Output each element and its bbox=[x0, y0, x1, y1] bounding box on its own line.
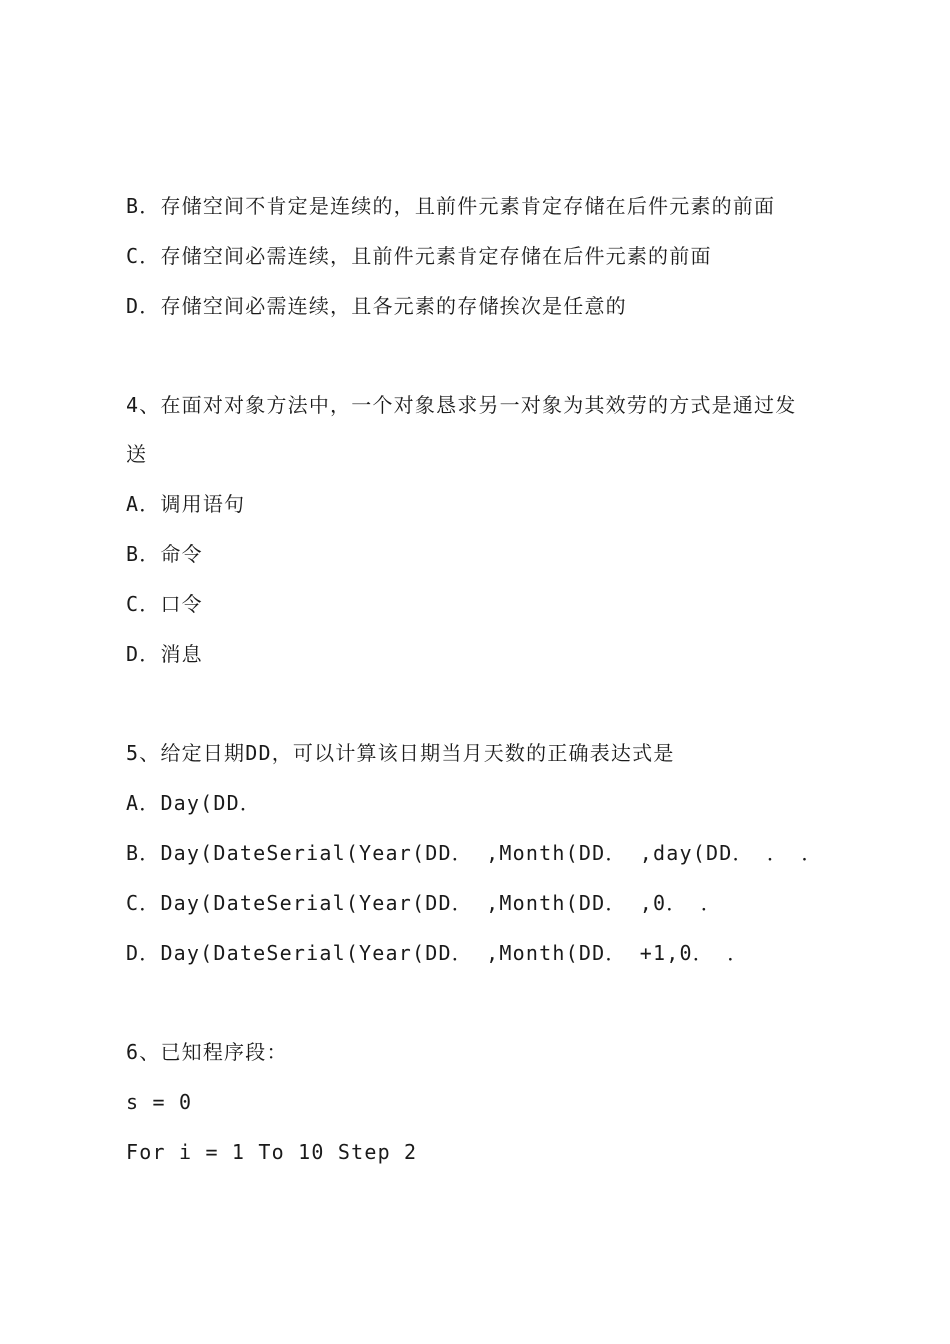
q6-code-line1: s = 0 bbox=[126, 1090, 193, 1114]
q4-option-b: B．命令 bbox=[126, 542, 203, 566]
q4-option-d: D．消息 bbox=[126, 642, 203, 666]
q5-option-a: A．Day(DD． bbox=[126, 791, 262, 815]
q4-stem-line1: 4、在面对对象方法中，一个对象恳求另一对象为其效劳的方式是通过发 bbox=[126, 393, 797, 417]
q5-stem: 5、给定日期DD，可以计算该日期当月天数的正确表达式是 bbox=[126, 741, 675, 765]
q4-option-a: A．调用语句 bbox=[126, 492, 246, 516]
q4-stem-line2: 送 bbox=[126, 442, 148, 466]
q5-option-c: C．Day(DateSerial(Year(DD． ,Month(DD． ,0． ． bbox=[126, 891, 722, 915]
q3-option-b: B．存储空间不肯定是连续的，且前件元素肯定存储在后件元素的前面 bbox=[126, 194, 776, 218]
q5-option-b: B．Day(DateSerial(Year(DD． ,Month(DD． ,day(DD． ． ． bbox=[126, 841, 823, 865]
q6-code-line2: For i = 1 To 10 Step 2 bbox=[126, 1140, 418, 1164]
q3-option-d: D．存储空间必需连续，且各元素的存储挨次是任意的 bbox=[126, 294, 627, 318]
q5-option-d: D．Day(DateSerial(Year(DD． ,Month(DD． +1,0． ． bbox=[126, 941, 749, 965]
q6-stem: 6、已知程序段： bbox=[126, 1040, 288, 1064]
q3-option-c: C．存储空间必需连续，且前件元素肯定存储在后件元素的前面 bbox=[126, 244, 712, 268]
q4-option-c: C．口令 bbox=[126, 592, 203, 616]
